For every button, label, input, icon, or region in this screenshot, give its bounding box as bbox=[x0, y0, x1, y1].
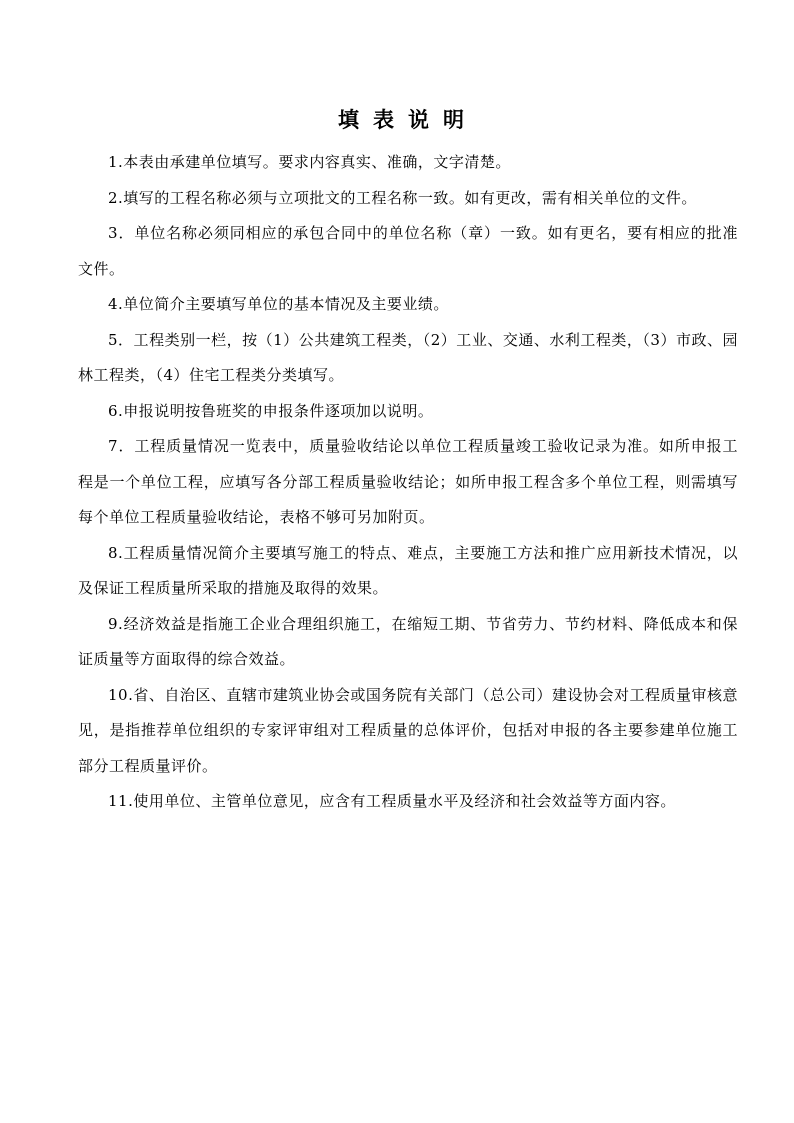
instruction-item-7: 7．工程质量情况一览表中，质量验收结论以单位工程质量竣工验收记录为准。如所申报工程是一个单位工程，应填写各分部工程质量验收结论；如所申报工程含多个单位工程，则需填写每个单位工程质量验收结论，表格不够可另加附页。 bbox=[78, 437, 738, 526]
instruction-item-2: 2.填写的工程名称必须与立项批文的工程名称一致。如有更改，需有相关单位的文件。 bbox=[108, 188, 697, 207]
instruction-item-3: 3．单位名称必须同相应的承包合同中的单位名称（章）一致。如有更名，要有相应的批准文件。 bbox=[78, 224, 738, 278]
instruction-item-10: 10.省、自治区、直辖市建筑业协会或国务院有关部门（总公司）建设协会对工程质量审核意见，是指推荐单位组织的专家评审组对工程质量的总体评价，包括对申报的各主要参建单位施工部分工程质量评价。 bbox=[78, 685, 738, 775]
instruction-item-8: 8.工程质量情况简介主要填写施工的特点、难点，主要施工方法和推广应用新技术情况，以及保证工程质量所采取的措施及取得的效果。 bbox=[78, 543, 738, 597]
instruction-item-9: 9.经济效益是指施工企业合理组织施工，在缩短工期、节省劳力、节约材料、降低成本和保证质量等方面取得的综合效益。 bbox=[78, 614, 738, 668]
instruction-item-11: 11.使用单位、主管单位意见，应含有工程质量水平及经济和社会效益等方面内容。 bbox=[108, 792, 676, 810]
instruction-item-5: 5．工程类别一栏，按（1）公共建筑工程类，（2）工业、交通、水利工程类，（3）市政、园林工程类，（4）住宅工程类分类填写。 bbox=[78, 330, 738, 384]
instruction-item-6: 6.申报说明按鲁班奖的申报条件逐项加以说明。 bbox=[108, 401, 434, 420]
page-title: 填表说明 bbox=[338, 108, 478, 132]
instruction-item-1: 1.本表由承建单位填写。要求内容真实、准确，文字清楚。 bbox=[108, 153, 511, 171]
instruction-item-4: 4.单位简介主要填写单位的基本情况及主要业绩。 bbox=[108, 295, 449, 313]
instructions-body bbox=[78, 145, 738, 820]
